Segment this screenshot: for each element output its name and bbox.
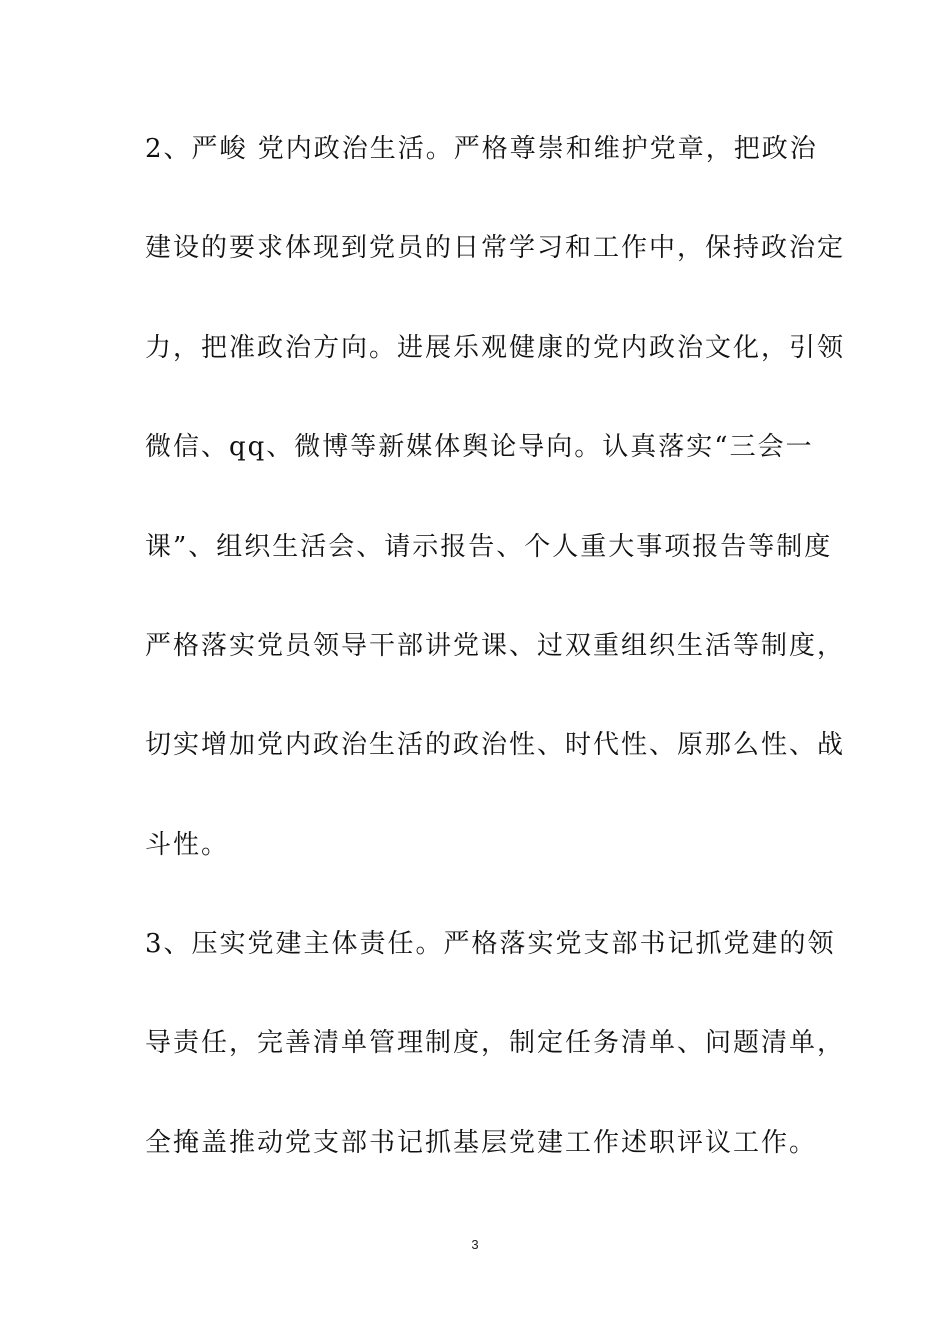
text-line: 全掩盖推动党支部书记抓基层党建工作述职评议工作。 xyxy=(145,1128,818,1158)
text-line: 课”、组织生活会、请示报告、个人重大事项报告等制度 xyxy=(145,532,833,562)
text-line: 力，把准政治方向。进展乐观健康的党内政治文化，引领 xyxy=(145,333,846,363)
text-line: 严格落实党员领导干部讲党课、过双重组织生活等制度， xyxy=(145,631,846,661)
text-line: 微信、qq、微博等新媒体舆论导向。认真落实“三会一 xyxy=(145,432,814,462)
text-line: 2、严峻 党内政治生活。严格尊崇和维护党章，把政治 xyxy=(145,134,818,164)
page-number: 3 xyxy=(471,1237,479,1252)
text-line: 切实增加党内政治生活的政治性、时代性、原那么性、战 xyxy=(145,730,846,760)
text-line: 斗性。 xyxy=(145,830,230,860)
text-line: 导责任，完善清单管理制度，制定任务清单、问题清单， xyxy=(145,1028,846,1058)
text-line: 3、压实党建主体责任。严格落实党支部书记抓党建的领 xyxy=(145,929,836,959)
text-line: 建设的要求体现到党员的日常学习和工作中，保持政治定 xyxy=(145,233,846,263)
